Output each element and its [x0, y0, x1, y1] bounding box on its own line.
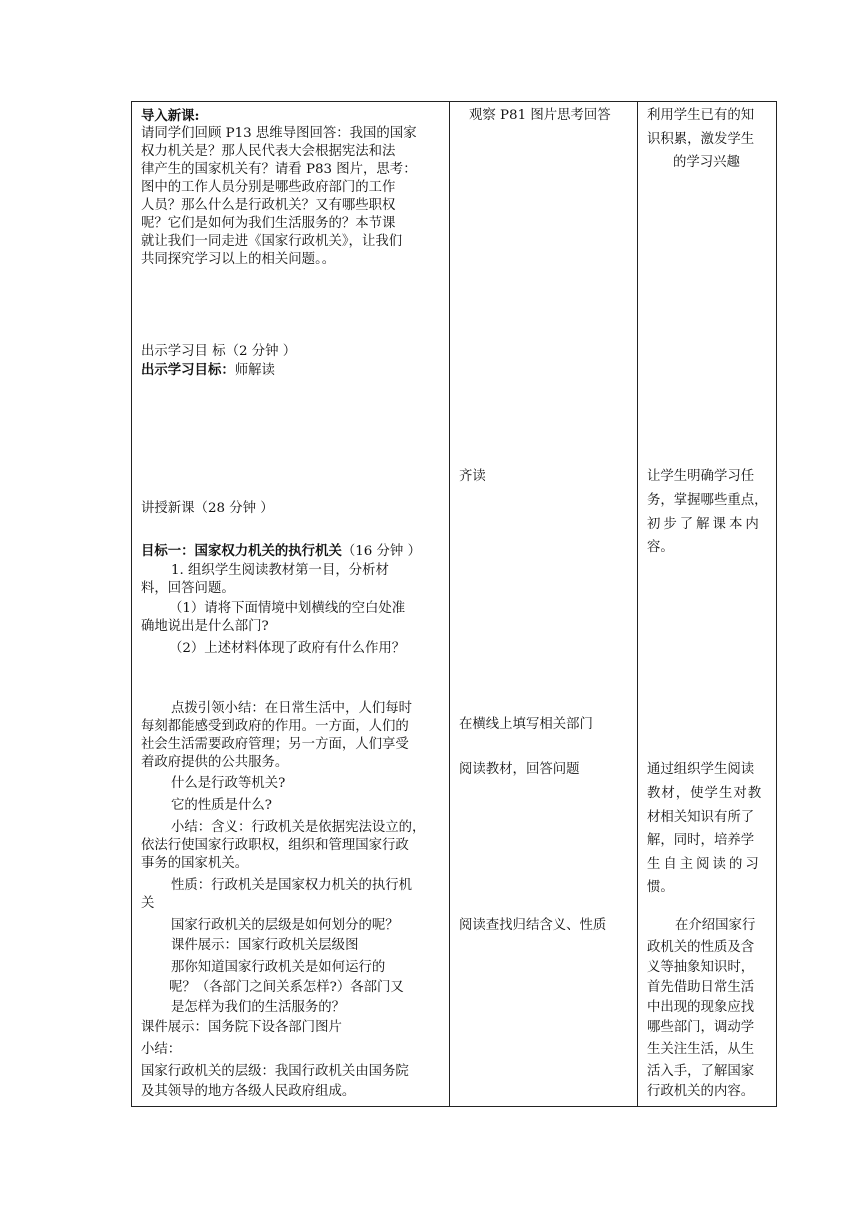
- student-activity-cell: [450, 102, 637, 1106]
- student-activity: 阅读查找归结含义、性质: [459, 918, 607, 933]
- body-line: 料，回答问题。: [141, 581, 235, 596]
- body-line: 它的性质是什么?: [171, 798, 272, 813]
- body-line: 每刻都能感受到政府的作用。一方面，人们的: [141, 719, 409, 734]
- intent-line: 务，掌握哪些重点，: [647, 493, 768, 508]
- design-intent-cell: [638, 102, 777, 1106]
- body-line: 小结：: [141, 1042, 182, 1057]
- teach-time: 讲授新课（28 分钟 ）: [141, 501, 274, 516]
- body-line: 国家行政机关的层级是如何划分的呢？: [171, 918, 399, 933]
- body-line: 着政府提供的公共服务。: [141, 755, 289, 770]
- goal-text: 师解读: [234, 363, 275, 378]
- intent-line: 中出现的现象应找: [647, 1000, 755, 1015]
- body-line: 课件展示：国务院下设各部门图片: [141, 1020, 342, 1035]
- intent-line: 容。: [647, 540, 674, 555]
- intro-line: 律产生的国家机关有？请看 P83 图片，思考：: [141, 162, 417, 177]
- teacher-activity-cell: [132, 102, 449, 1106]
- body-line: 小结：含义：行政机关是依据宪法设立的，: [171, 820, 426, 835]
- intent-line: 惯。: [647, 880, 674, 895]
- intent-line: 让学生明确学习任: [647, 469, 755, 484]
- body-line: 依法行使国家行政职权，组织和管理国家行政: [141, 838, 409, 853]
- body-line: 事务的国家机关。: [141, 856, 249, 871]
- intent-line: 政机关的性质及含: [647, 940, 755, 955]
- body-line: 呢？（各部门之间关系怎样?）各部门又: [169, 980, 404, 995]
- intro-line: 图中的工作人员分别是哪些政府部门的工作: [141, 180, 396, 195]
- student-activity: 阅读教材，回答问题: [459, 762, 580, 777]
- intent-line: 首先借助日常生活: [647, 980, 755, 995]
- intent-line: 利用学生已有的知: [647, 108, 755, 123]
- target-one-time: （16 分钟 ）: [341, 544, 421, 559]
- body-line: 课件展示：国家行政机关层级图: [171, 938, 359, 953]
- intent-line: 解，同时，培养学: [647, 833, 755, 848]
- intro-line: 就让我们一同走进《国家行政机关》，让我们: [141, 234, 403, 249]
- target-one-line: [141, 542, 421, 561]
- target-one-label: 目标一：国家权力机关的执行机关: [141, 543, 342, 559]
- goal-label: 出示学习目标：: [141, 362, 235, 378]
- intro-heading: 导入新课:: [141, 108, 200, 124]
- body-line: 是怎样为我们的生活服务的？: [171, 1000, 346, 1015]
- body-line: （2）上述材料体现了政府有什么作用？: [169, 641, 406, 656]
- body-line: 性质：行政机关是国家权力机关的执行机: [171, 878, 413, 893]
- intent-line: 材相关知识有所了: [647, 810, 755, 825]
- goal-line: [141, 361, 275, 380]
- body-line: 关: [141, 896, 155, 911]
- intent-line: 义等抽象知识时，: [647, 960, 755, 975]
- intent-line: 教材，使学生对教: [647, 786, 763, 801]
- intro-line: 请同学们回顾 P13 思维导图回答：我国的国家: [141, 126, 417, 141]
- body-line: 点拨引领小结：在日常生活中，人们每时: [171, 701, 413, 716]
- student-activity: 在横线上填写相关部门: [459, 717, 593, 732]
- intent-line: 行政机关的内容。: [647, 1084, 755, 1099]
- intro-line: 人员？那么什么是行政机关？又有哪些职权: [141, 198, 396, 213]
- intent-line: 生自主阅读的习: [647, 857, 762, 872]
- body-line: （1）请将下面情境中划横线的空白处准: [169, 601, 406, 616]
- lesson-plan-table: [131, 101, 777, 1107]
- intent-line: 初步了解课本内: [647, 517, 762, 532]
- goal-time: 出示学习目 标（2 分钟 ）: [141, 344, 297, 359]
- student-activity: 齐读: [459, 469, 486, 484]
- body-line: 什么是行政等机关?: [171, 776, 286, 791]
- body-line: 1. 组织学生阅读教材第一目，分析材: [171, 563, 389, 578]
- intent-line: 生关注生活，从生: [647, 1042, 755, 1057]
- intent-line: 的学习兴趣: [673, 155, 740, 170]
- student-activity: 观察 P81 图片思考回答: [469, 108, 611, 123]
- intro-line: 呢？它们是如何为我们生活服务的？本节课: [141, 216, 396, 231]
- intent-line: 在介绍国家行: [675, 918, 756, 933]
- intent-line: 识积累，激发学生: [647, 132, 755, 147]
- body-line: 那你知道国家行政机关是如何运行的: [171, 960, 386, 975]
- body-line: 确地说出是什么部门?: [141, 619, 269, 634]
- body-line: 社会生活需要政府管理；另一方面，人们享受: [141, 737, 409, 752]
- intro-line: 权力机关是？那人民代表大会根据宪法和法: [141, 144, 396, 159]
- body-line: 国家行政机关的层级：我国行政机关由国务院: [141, 1064, 409, 1079]
- intent-line: 哪些部门，调动学: [647, 1020, 755, 1035]
- intent-line: 活入手，了解国家: [647, 1064, 755, 1079]
- intro-line: 共同探究学习以上的相关问题。。: [141, 252, 336, 267]
- intent-line: 通过组织学生阅读: [647, 762, 755, 777]
- body-line: 及其领导的地方各级人民政府组成。: [141, 1084, 356, 1099]
